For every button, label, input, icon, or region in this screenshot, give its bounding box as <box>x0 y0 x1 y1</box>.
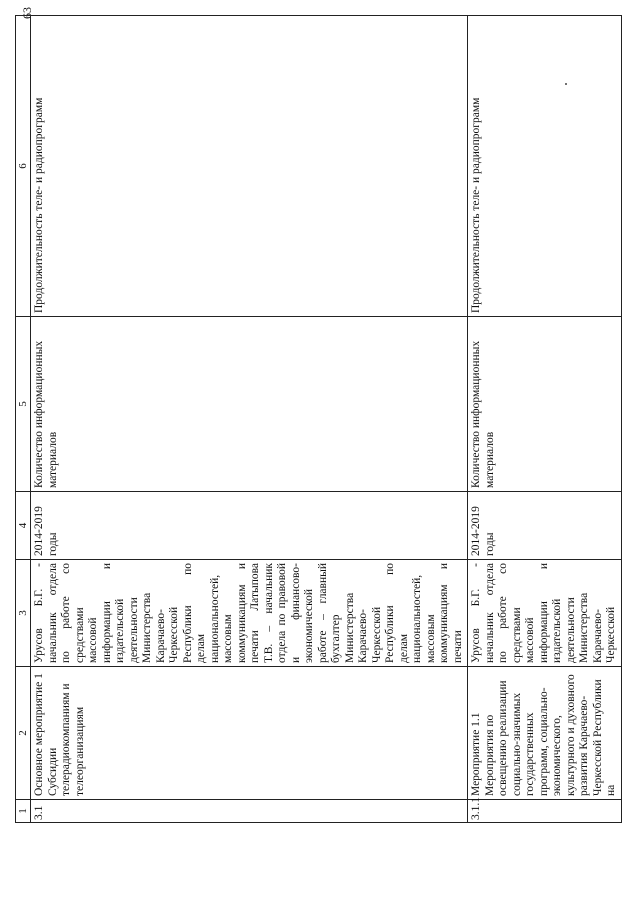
header-cell: 6 <box>16 16 31 317</box>
period-cell: 2014-2019 годы <box>468 492 622 560</box>
row-number: 3.1.1 <box>468 800 622 823</box>
event-cell: Основное мероприятие 1 Субсидии телерадиокомпаниям и телеорганизациям <box>31 667 468 800</box>
header-cell: 2 <box>16 667 31 800</box>
event-cell: Мероприятие 1.1 Мероприятия по освещению реализации социально-значимых государственных программ, социально-экономического, культурного и духовного развития Карачаево-Черкесской Республики на <box>468 667 622 800</box>
row-number: 3.1 <box>31 800 468 823</box>
header-cell: 4 <box>16 492 31 560</box>
header-cell: 1 <box>16 800 31 823</box>
responsible-cell: Урусов Б.Г. - начальник отдела по работе со средствами массовой информации и издательской деятельности Министерства Карачаево-Черкесской Республики по делам национальностей, массовым коммуникациям и печати Латыпова Т.В. – начальник отдела по правовой и финансово-экономической работе – главный бухгалтер Министерства Карачаево-Черкесской Республики по делам национальностей, массовым коммуникациям и печати <box>31 560 468 667</box>
header-cell: 5 <box>16 317 31 492</box>
scan-speck <box>565 83 567 85</box>
result-cell: Продолжительность теле- и радиопрограмм <box>468 16 622 317</box>
indicator-cell: Количество информационных материалов <box>31 317 468 492</box>
indicator-cell: Количество информационных материалов <box>468 317 622 492</box>
table-row <box>468 16 622 823</box>
table-row <box>31 16 468 823</box>
header-cell: 3 <box>16 560 31 667</box>
result-cell: Продолжительность теле- и радиопрограмм <box>31 16 468 317</box>
header-row <box>16 16 31 823</box>
responsible-cell: Урусов Б.Г. - начальник отдела по работе со средствами массовой информации и издательской деятельности Министерства Карачаево-Черкесской <box>468 560 622 667</box>
page-number: 63 <box>20 7 34 19</box>
period-cell: 2014-2019 годы <box>31 492 468 560</box>
program-table <box>15 15 622 823</box>
